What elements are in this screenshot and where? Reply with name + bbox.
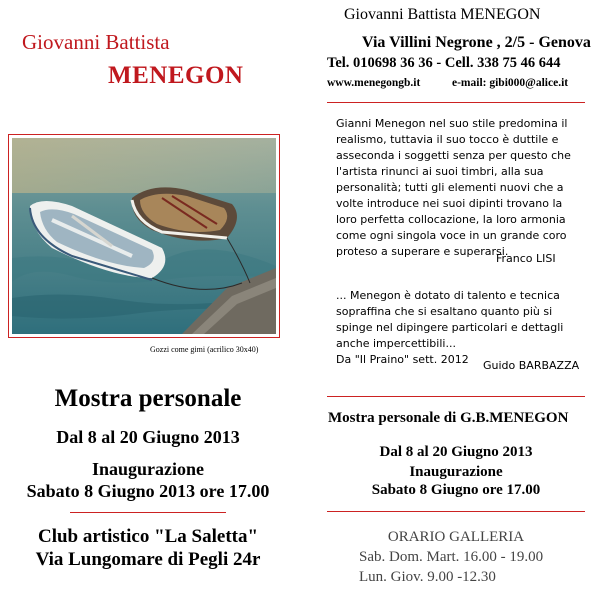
quote-line: spinge nel dipingere particolari e dettagli [336,321,564,334]
critic-quote-2 [336,288,563,368]
venue-address: Via Lungomare di Pegli 24r [35,549,261,570]
divider [327,396,585,397]
quote-line: Da "Il Praino" sett. 2012 [336,353,469,366]
quote-line: proteso a superare e superarsi. [336,245,509,258]
divider [327,102,585,103]
quote-line: come ogni singola voce in un grande coro [336,229,567,242]
artist-phone: Tel. 010698 36 36 - Cell. 338 75 46 644 [327,55,561,71]
exhibition-dates: Dal 8 al 20 Giugno 2013 [56,427,240,447]
email-link[interactable]: e-mail: gibi000@alice.it [452,77,569,89]
painting-caption: Gozzi come gimi (acrilico 30x40) [150,345,259,354]
quote-line: l'artista rinunci ai suoi timbri, alla sua [336,165,544,178]
boats-painting [12,138,276,334]
quote-line: ... Menegon è dotato di talento e tecnica [336,289,560,302]
show-title-right: Mostra personale di G.B.MENEGON [328,410,569,426]
quote-line: anche impercettibili... [336,337,456,350]
inauguration-label-right: Inaugurazione [409,464,503,480]
quote-line: loro perfetta collocazione, la loro armonia [336,213,566,226]
divider [327,511,585,512]
quote-line: sopraffina che si esaltano quanto più si [336,305,553,318]
critic-quote-1 [336,116,571,260]
quote-line: Gianni Menegon nel suo stile predomina il [336,117,568,130]
quote-1-author: Franco LISI [496,252,556,265]
gallery-hours-weekday: Lun. Giov. 9.00 -12.30 [359,569,496,585]
quote-line: realismo, tuttavia il suo tocco è duttile e [336,133,559,146]
inauguration-date-right: Sabato 8 Giugno ore 17.00 [371,482,541,498]
artist-name: Giovanni Battista MENEGON [344,6,541,23]
quote-line: volte introduce nei suoi dipinti trovano la [336,197,563,210]
quote-2-author: Guido BARBAZZA [483,359,580,372]
exhibition-dates-right: Dal 8 al 20 Giugno 2013 [379,444,533,460]
artist-first-name: Giovanni Battista [22,30,170,54]
gallery-hours-weekend: Sab. Dom. Mart. 16.00 - 19.00 [359,549,544,565]
painting-image [8,134,280,338]
inauguration-date: Sabato 8 Giugno 2013 ore 17.00 [26,481,270,501]
quote-line: asseconda i soggetti senza per questo che [336,149,571,162]
quote-line: personalità; tutti gli elementi nuovi che a [336,181,564,194]
venue-name: Club artistico "La Saletta" [37,526,259,547]
artist-last-name: MENEGON [108,62,244,89]
gallery-hours-title: ORARIO GALLERIA [387,529,525,545]
divider [70,512,226,513]
artist-address: Via Villini Negrone , 2/5 - Genova [362,34,591,51]
inauguration-label: Inaugurazione [91,459,205,479]
website-link[interactable]: www.menegongb.it [327,77,421,89]
show-title: Mostra personale [54,385,242,412]
